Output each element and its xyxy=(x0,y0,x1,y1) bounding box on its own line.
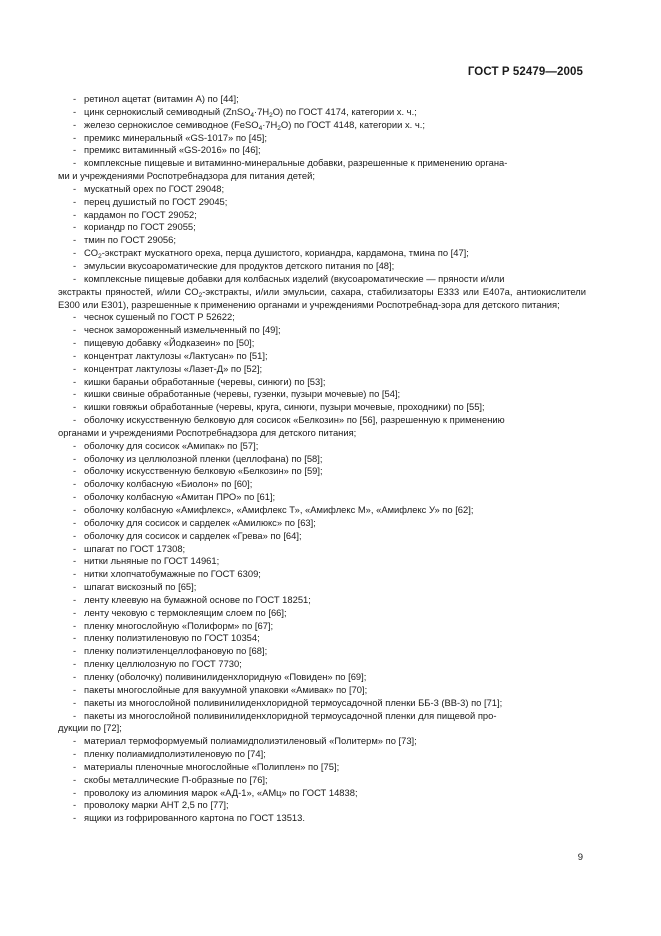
list-dash: - xyxy=(73,632,77,644)
list-item-text: эмульсии вкусоароматические для продуктов детского питания по [48]; xyxy=(84,259,395,271)
list-item xyxy=(58,183,586,196)
list-dash: - xyxy=(73,606,77,618)
list-dash: - xyxy=(73,452,77,464)
list-dash: - xyxy=(73,388,77,400)
list-item-text: кишки говяжьи обработанные (черевы, круга, синюги, пузыри мочевые, проходники) по [55]; xyxy=(84,401,485,413)
list-item-text: оболочку из целлюлозной пленки (целлофана) по [58]; xyxy=(84,452,323,464)
list-dash: - xyxy=(73,709,77,721)
list-item-continuation: дукции по [72]; xyxy=(58,722,122,734)
list-dash: - xyxy=(73,478,77,490)
list-dash: - xyxy=(73,748,77,760)
list-item xyxy=(58,376,586,389)
list-item xyxy=(58,388,586,401)
list-item xyxy=(58,697,586,710)
list-dash: - xyxy=(73,516,77,528)
list-item-text: экстракты пряностей, и/или CO xyxy=(58,285,199,297)
list-item xyxy=(58,350,586,363)
list-item-text: оболочку для сосисок и сарделек «Грева» по [64]; xyxy=(84,529,302,541)
list-dash: - xyxy=(73,362,77,374)
list-dash: - xyxy=(73,324,77,336)
list-item xyxy=(58,324,586,337)
list-item-text: пленку полиамидполиэтиленовую по [74]; xyxy=(84,748,266,760)
list-item-text: премикс минеральный «GS-1017» по [45]; xyxy=(84,131,267,143)
list-dash: - xyxy=(73,529,77,541)
list-item-text: шпагат вискозный по [65]; xyxy=(84,581,197,593)
list-dash: - xyxy=(73,542,77,554)
list-item-text: перец душистый по ГОСТ 29045; xyxy=(84,195,228,207)
list-dash: - xyxy=(73,234,77,246)
list-item-text: пакеты многослойные для вакуумной упаковки «Амивак» по [70]; xyxy=(84,683,368,695)
list-dash: - xyxy=(73,619,77,631)
list-item-text: ленту чековую с термоклеящим слоем по [66]; xyxy=(84,606,287,618)
list-dash: - xyxy=(73,491,77,503)
list-item-text: проволоку из алюминия марок «АД-1», «АМц» по ГОСТ 14838; xyxy=(84,786,358,798)
list-dash: - xyxy=(73,683,77,695)
list-dash: - xyxy=(73,658,77,670)
list-item-text: цинк сернокислый семиводный (ZnSO xyxy=(84,105,251,117)
list-item xyxy=(58,671,586,684)
list-dash: - xyxy=(73,670,77,682)
list-dash: - xyxy=(73,568,77,580)
list-dash: - xyxy=(73,272,77,284)
list-item-text: ленту клеевую на бумажной основе по ГОСТ 18251; xyxy=(84,593,311,605)
list-item xyxy=(58,414,586,440)
list-dash: - xyxy=(73,93,77,104)
list-item-text: материалы пленочные многослойные «Полиплен» по [75]; xyxy=(84,760,340,772)
list-item xyxy=(58,478,586,491)
list-item-text: кишки свиные обработанные (черевы, гузенки, пузыри мочевые) по [54]; xyxy=(84,388,401,400)
list-dash: - xyxy=(73,760,77,772)
subscript: 2 xyxy=(269,111,273,119)
list-item xyxy=(58,735,586,748)
list-dash: - xyxy=(73,414,77,426)
list-dash: - xyxy=(73,504,77,515)
list-item xyxy=(58,157,586,183)
list-item xyxy=(58,543,586,556)
list-dash: - xyxy=(73,696,77,708)
list-item xyxy=(58,504,586,517)
list-item xyxy=(58,93,586,106)
list-item-text: пищевую добавку «Йодказеин» по [50]; xyxy=(84,337,255,349)
list-item-text: ·7H xyxy=(254,105,270,117)
list-item-text: концентрат лактулозы «Лактусан» по [51]; xyxy=(84,349,268,361)
list-item-text: оболочку колбасную «Амитан ПРО» по [61]; xyxy=(84,491,276,503)
list-item-text: оболочку колбасную «Амифлекс», «Амифлекс Т», «Амифлекс М», «Амифлекс У» по [62]; xyxy=(84,504,474,515)
list-item-text: пленку полиэтиленовую по ГОСТ 10354; xyxy=(84,632,260,644)
list-dash: - xyxy=(73,375,77,387)
list-item xyxy=(58,491,586,504)
list-item xyxy=(58,632,586,645)
list-item-text: комплексные пищевые добавки для колбасных изделий (вкусоароматические — пряности и/или xyxy=(84,272,505,284)
list-item xyxy=(58,144,586,157)
list-item-text: CO xyxy=(84,247,99,259)
list-item-text: O) по ГОСТ 4174, категории х. ч.; xyxy=(272,105,417,117)
list-dash: - xyxy=(73,812,77,824)
list-item xyxy=(58,221,586,234)
list-dash: - xyxy=(73,195,77,207)
list-item-text: пленку целлюлозную по ГОСТ 7730; xyxy=(84,658,242,670)
list-item xyxy=(58,465,586,478)
list-dash: - xyxy=(73,555,77,567)
list-dash: - xyxy=(73,439,77,451)
list-item-text: проволоку марки АНТ 2,5 по [77]; xyxy=(84,799,229,811)
list-item-text: пленку полиэтиленцеллофановую по [68]; xyxy=(84,645,268,657)
list-item xyxy=(58,594,586,607)
subscript: 2 xyxy=(198,291,203,299)
list-dash: - xyxy=(73,105,77,117)
list-dash: - xyxy=(73,735,77,747)
list-dash: - xyxy=(73,786,77,798)
list-item-text: оболочку для сосисок «Амипак» по [57]; xyxy=(84,439,259,451)
list-item-text: нитки льняные по ГОСТ 14961; xyxy=(84,555,220,567)
list-item-text: ·7H xyxy=(262,118,278,130)
list-dash: - xyxy=(73,182,77,194)
list-item xyxy=(58,119,586,132)
list-dash: - xyxy=(73,593,77,605)
list-item xyxy=(58,799,586,812)
subscript: 2 xyxy=(277,124,281,132)
list-item-text: концентрат лактулозы «Лазет-Д» по [52]; xyxy=(84,362,263,374)
list-item xyxy=(58,453,586,466)
list-item-text: скобы металлические П-образные по [76]; xyxy=(84,773,268,785)
list-item xyxy=(58,658,586,671)
list-item xyxy=(58,812,586,825)
list-item xyxy=(58,710,586,736)
list-item-text: чеснок сушеный по ГОСТ Р 52622; xyxy=(84,311,235,323)
list-item xyxy=(58,517,586,530)
list-dash: - xyxy=(73,349,77,361)
list-dash: - xyxy=(73,581,77,593)
list-dash: - xyxy=(73,157,77,169)
list-item xyxy=(58,530,586,543)
list-dash: - xyxy=(73,259,77,271)
list-item-text: кишки бараньи обработанные (черевы, синюги) по [53]; xyxy=(84,375,326,387)
page-number: 9 xyxy=(577,852,583,863)
list-item-continuation: ми и учреждениями Роспотребнадзора для питания детей; xyxy=(58,170,315,182)
list-item-text: кориандр по ГОСТ 29055; xyxy=(84,221,196,233)
list-item-text: тмин по ГОСТ 29056; xyxy=(84,234,176,246)
list-item xyxy=(58,363,586,376)
list-dash: - xyxy=(73,247,77,259)
list-item-text: пакеты из многослойной поливинилиденхлоридной термоусадочной пленки для пищевой про- xyxy=(84,709,497,721)
list-item xyxy=(58,311,586,324)
list-item xyxy=(58,273,586,312)
list-item-text: ретинол ацетат (витамин А) по [44]; xyxy=(84,93,239,104)
list-item xyxy=(58,132,586,145)
list-item-text: комплексные пищевые и витаминно-минеральные добавки, разрешенные к применению органа- xyxy=(84,157,508,169)
list-item xyxy=(58,761,586,774)
list-item xyxy=(58,247,586,260)
list-item xyxy=(58,440,586,453)
list-item xyxy=(58,106,586,119)
list-dash: - xyxy=(73,645,77,657)
list-item-text: оболочку колбасную «Биолон» по [60]; xyxy=(84,478,253,490)
list-dash: - xyxy=(73,401,77,413)
list-item-text: премикс витаминный «GS-2016» по [46]; xyxy=(84,144,261,156)
list-item-text: кардамон по ГОСТ 29052; xyxy=(84,208,197,220)
list-dash: - xyxy=(73,311,77,323)
list-item-text: O) по ГОСТ 4148, категории х. ч.; xyxy=(280,118,425,130)
list-dash: - xyxy=(73,799,77,811)
list-dash: - xyxy=(73,337,77,349)
list-item xyxy=(58,607,586,620)
list-item xyxy=(58,581,586,594)
list-item-text: -экстракт мускатного ореха, перца душистого, кориандра, кардамона, тмина по [47]; xyxy=(101,247,469,259)
list-item xyxy=(58,401,586,414)
list-item xyxy=(58,645,586,658)
list-item-text: оболочку искусственную белковую «Белкозин» по [59]; xyxy=(84,465,323,477)
subscript: 4 xyxy=(250,111,254,119)
list-item xyxy=(58,234,586,247)
list-item xyxy=(58,337,586,350)
list-item xyxy=(58,568,586,581)
list-item-text: пакеты из многослойной поливинилиденхлоридной термоусадочной пленки ББ-3 (ВВ-3) по [71]; xyxy=(84,696,503,708)
list-item-text: пленку многослойную «Полиформ» по [67]; xyxy=(84,619,274,631)
list-item xyxy=(58,774,586,787)
list-item-text: оболочку для сосисок и сарделек «Амилюкс» по [63]; xyxy=(84,516,316,528)
list-item-text: пленку (оболочку) поливинилиденхлоридную «Повиден» по [69]; xyxy=(84,670,367,682)
list-item xyxy=(58,209,586,222)
list-item-continuation: органами и учреждениями Роспотребнадзора для детского питания; xyxy=(58,426,357,438)
list-dash: - xyxy=(73,131,77,143)
list-item-text: нитки хлопчатобумажные по ГОСТ 6309; xyxy=(84,568,261,580)
page-header: ГОСТ Р 52479—2005 xyxy=(467,66,583,78)
list-item xyxy=(58,787,586,800)
list-dash: - xyxy=(73,465,77,477)
list-item-text: -экстракты, и/или эмульсии, сахара, стабилизаторы Е333 или Е407а, антиокислители Е300 или Е301), разрешенные к применению органами и учреждениями Роспотребнад-зора для детского питания; xyxy=(58,285,587,310)
list-item xyxy=(58,555,586,568)
list-dash: - xyxy=(73,144,77,156)
list-item xyxy=(58,748,586,761)
list-item-text: оболочку искусственную белковую для сосисок «Белкозин» по [56], разрешенную к применению xyxy=(84,414,505,426)
list-item-text: железо сернокислое семиводное (FeSO xyxy=(84,118,259,130)
list-item xyxy=(58,260,586,273)
ingredient-list xyxy=(58,93,586,825)
list-dash: - xyxy=(73,773,77,785)
list-item xyxy=(58,684,586,697)
subscript: 4 xyxy=(258,124,263,132)
list-item xyxy=(58,196,586,209)
subscript: 2 xyxy=(98,253,102,261)
list-dash: - xyxy=(73,208,77,220)
list-item-continuation xyxy=(58,286,586,312)
list-item-text: материал термоформуемый полиамидполиэтиленовый «Политерм» по [73]; xyxy=(84,735,417,747)
list-item-text: шпагат по ГОСТ 17308; xyxy=(84,542,186,554)
list-item-text: ящики из гофрированного картона по ГОСТ 13513. xyxy=(84,812,305,824)
list-item-text: мускатный орех по ГОСТ 29048; xyxy=(84,182,225,194)
list-dash: - xyxy=(73,118,77,130)
list-dash: - xyxy=(73,221,77,233)
list-item-text: чеснок замороженный измельченный по [49]; xyxy=(84,324,281,336)
list-item xyxy=(58,620,586,633)
